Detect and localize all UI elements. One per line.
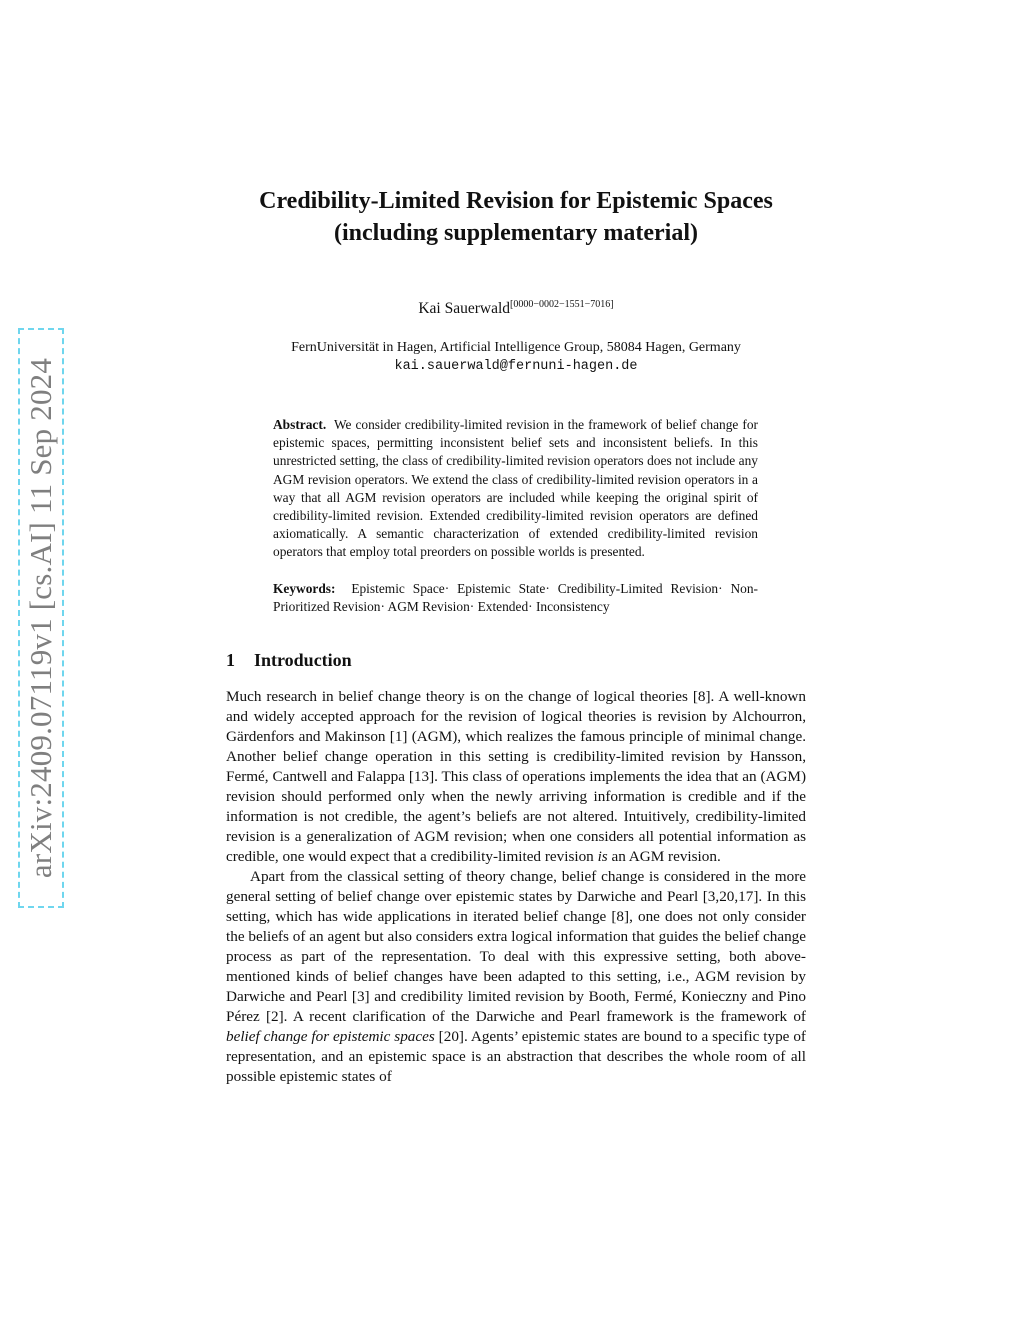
author-name: Kai Sauerwald [418, 300, 511, 317]
paragraph-1-text-b: an AGM revision. [607, 848, 721, 866]
paragraph-1-text-a: Much research in belief change theory is on the change of logical theories [8]. A well-known and widely accepted approach for the revision of logical theories is revision by Alchourron, Gärdenfors and Makinson [1] (AGM), which realizes the famous principle of minimal change. Another belief change operation in this setting is credibility-limited revision by Hansson, Fermé, Cantwell and Falappa [13]. This class of operations implements the idea that an (AGM) revision should performed only when the newly arriving information is credible and if the information is not credible, the agent’s beliefs are not altered. Intuitively, credibility-limited revision is a generalization of AGM revision; when one considers all potential information as credible, one would expect that a credibility-limited revision [226, 688, 806, 866]
section-body [226, 687, 806, 1087]
keywords-label: Keywords: [273, 580, 336, 596]
author-email: kai.sauerwald@fernuni-hagen.de [394, 359, 638, 374]
paragraph-2-emphasis: belief change for epistemic spaces [226, 1028, 435, 1046]
abstract [273, 416, 758, 562]
paragraph-2-text-a: Apart from the classical setting of theory change, belief change is considered in the more general setting of belief change over epistemic states by Darwiche and Pearl [3,20,17]. In this setting, which has wide applications in iterated belief change [8], one does not only consider the beliefs of an agent but also considers extra logical information that guides the belief change process as part of the representation. To deal with this expressive setting, both above-mentioned kinds of belief changes have been adapted to this setting, i.e., AGM revision by Darwiche and Pearl [3] and credibility limited revision by Booth, Fermé, Konieczny and Pino Pérez [2]. A recent clarification of the Darwiche and Pearl framework is the framework of [226, 868, 806, 1026]
abstract-label: Abstract. [273, 417, 327, 432]
affiliation: FernUniversität in Hagen, Artificial Intelligence Group, 58084 Hagen, Germany [291, 340, 741, 355]
paragraph-2 [226, 867, 806, 1087]
paper-title [226, 185, 806, 249]
paragraph-2-text-b: [20]. Agents’ epistemic states are bound to a specific type of representation, and an epistemic space is an abstraction that describes the whole room of all possible epistemic states of [226, 1028, 806, 1086]
paper-page [226, 185, 806, 1087]
arxiv-stamp [18, 328, 64, 908]
paragraph-1 [226, 687, 806, 867]
author-orcid: [0000−0002−1551−7016] [510, 299, 614, 310]
section-title: Introduction [254, 650, 352, 671]
title-line-1: Credibility-Limited Revision for Epistemic Spaces [259, 188, 773, 214]
keywords [273, 580, 758, 616]
author-line [226, 299, 806, 318]
arxiv-identifier: arXiv:2409.07119v1 [cs.AI] 11 Sep 2024 [23, 357, 58, 879]
section-heading [226, 650, 806, 671]
abstract-text: We consider credibility-limited revision in the framework of belief change for epistemic spaces, permitting inconsistent belief sets and inconsistent beliefs. In this unrestricted setting, the class of credibility-limited revision operators does not include any AGM revision operators. We extend the class of credibility-limited revision operators in a way that all AGM revision operators are included while keeping the original spirit of credibility-limited revision. Extended credibility-limited revision operators are defined axiomatically. A semantic characterization of extended credibility-limited revision operators that employ total preorders on possible worlds is presented. [273, 417, 758, 560]
section-number: 1 [226, 650, 235, 671]
paragraph-1-emphasis: is [597, 848, 608, 866]
keywords-text: Epistemic Space· Epistemic State· Credibility-Limited Revision· Non-Prioritized Revision· AGM Revision· Extended· Inconsistency [273, 580, 758, 614]
title-line-2: (including supplementary material) [334, 220, 698, 246]
